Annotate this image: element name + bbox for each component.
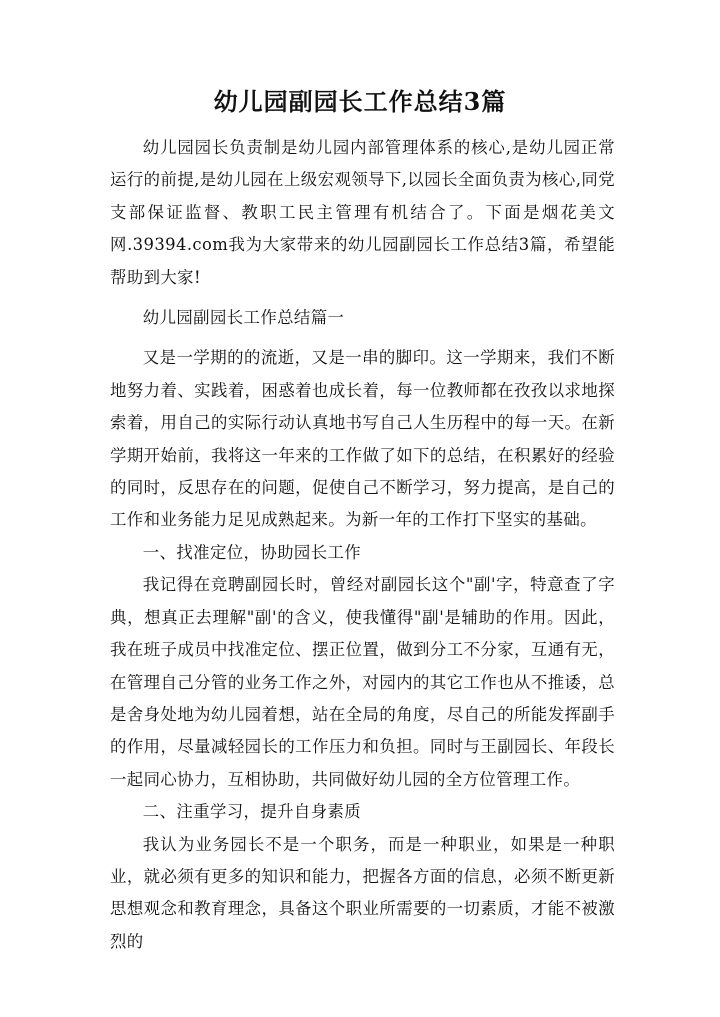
spacer [110,294,615,302]
heading-1: 一、找准定位，协助园长工作 [142,542,362,562]
intro-paragraph: 幼儿园园长负责制是幼儿园内部管理体系的核心,是幼儿园正常运行的前提,是幼儿园在上级宏观领导下,以园长全面负责为核心,同党支部保证监督、教职工民主管理有机结合了。下面是烟花美文网.39394.com我为大家带来的幼儿园副园长工作总结3篇，希望能帮助到大家! [110,138,615,287]
paragraph-1: 又是一学期的的流逝，又是一串的脚印。这一学期来，我们不断地努力着、实践着，困惑着也成长着，每一位教师都在孜孜以求地探索着，用自己的实际行动认真地书写自己人生历程中的每一天。在新学期开始前，我将这一年来的工作做了如下的总结，在积累好的经验的同时，反思存在的问题，促使自己不断学习，努力提高，是自己的工作和业务能力足见成熟起来。为新一年的工作打下坚实的基础。 [110,348,615,530]
paragraph-3: 我认为业务园长不是一个职务，而是一种职业，如果是一种职业，就必须有更多的知识和能力，把握各方面的信息，必须不断更新思想观念和教育理念，具备这个职业所需要的一切素质，才能不被激烈的 [110,834,615,951]
paragraph-2: 我记得在竞聘副园长时，曾经对副园长这个"副'字，特意查了字典，想真正去理解"副'的含义，使我懂得"副'是辅助的作用。因此，我在班子成员中找准定位、摆正位置，做到分工不分家，互通有无，在管理自己分管的业务工作之外，对园内的其它工作也从不推诿，总是舍身处地为幼儿园着想，站在全局的角度，尽自己的所能发挥副手的作用，尽量减轻园长的工作压力和负担。同时与王副园长、年段长一起同心协力，互相协助，共同做好幼儿园的全方位管理工作。 [110,575,615,789]
heading-2: 二、注重学习，提升自身素质 [142,802,362,822]
document-body [110,132,615,958]
section-title: 幼儿园副园长工作总结篇一 [142,308,345,328]
document-title: 幼儿园副园长工作总结3篇 [213,87,507,116]
spacer [110,334,615,342]
